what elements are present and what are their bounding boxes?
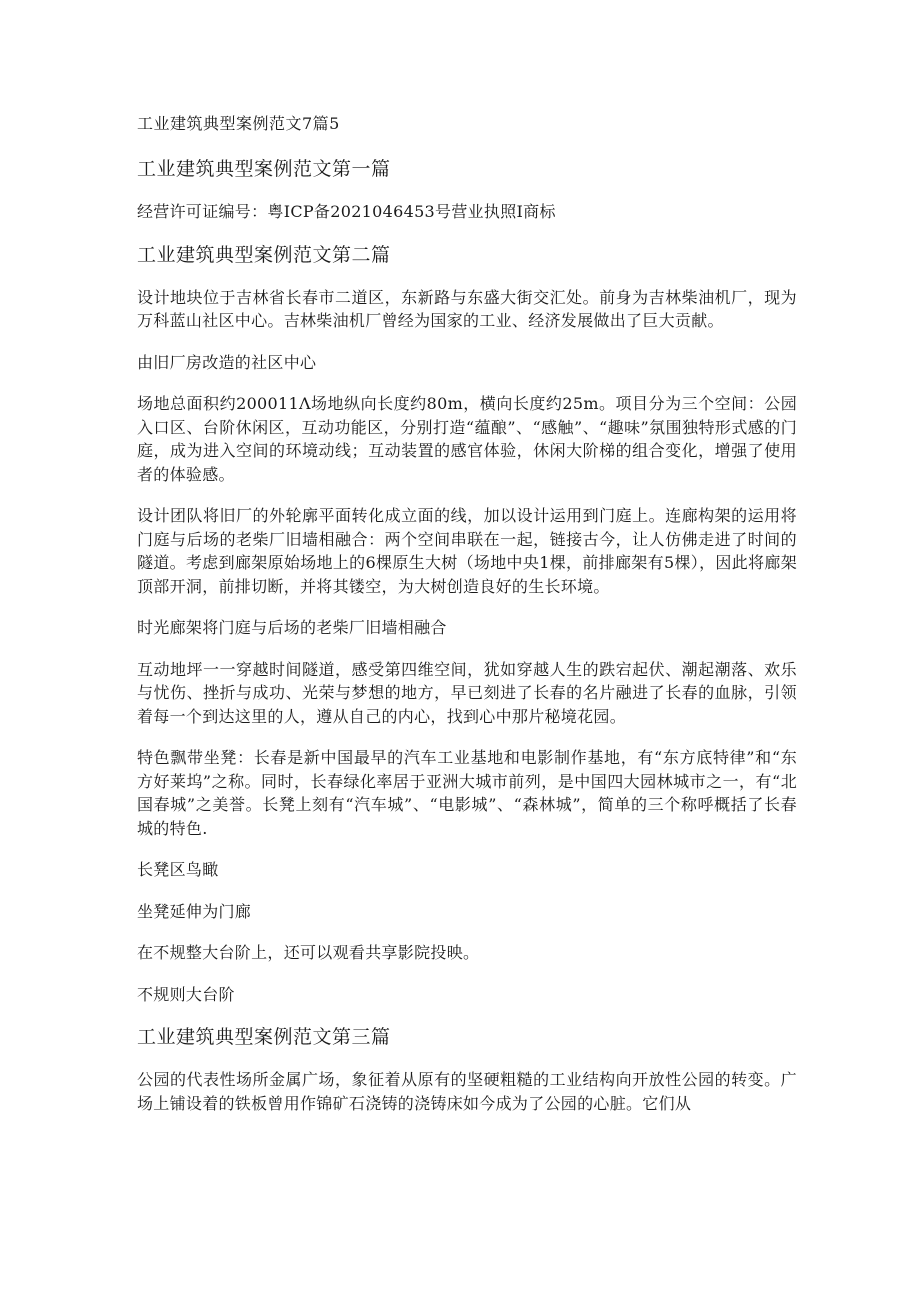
paragraph-steps-cinema: 在不规整大台阶上，还可以观看共享影院投映。: [137, 943, 480, 962]
paragraph-location: 设计地块位于吉林省长春市二道区，东新路与东盛大街交汇处。前身为吉林柴油机厂，现为万科蓝山社区中心。吉林柴油机厂曾经为国家的工业、经济发展做出了巨大贡献。: [137, 287, 797, 330]
paragraph-interactive-floor: 互动地坪一一穿越时间隧道，感受第四维空间，犹如穿越人生的跌宕起伏、潮起潮落、欢乐与忧伤、挫折与成功、光荣与梦想的地方，早已刻进了长春的名片融进了长春的血脉，引领着每一个到达这里的人，遵从自己的内心，找到心中那片秘境花园。: [137, 659, 797, 726]
caption-time-corridor: 时光廊架将门庭与后场的老柴厂旧墙相融合: [137, 618, 447, 637]
license-paragraph: 经营许可证编号：粤ICP备2021046453号营业执照I商标: [137, 202, 556, 221]
document-page: [137, 112, 797, 1133]
paragraph-ribbon-bench: 特色飘带坐凳：长春是新中国最早的汽车工业基地和电影制作基地，有“东方底特律”和“东方好莱坞”之称。同时，长春绿化率居于亚洲大城市前列，是中国四大园林城市之一，有“北国春城”之美誉。长凳上刻有“汽车城”、“电影城”、“森林城”，简单的三个称呼概括了长春城的特色.: [137, 748, 797, 838]
caption-bench-aerial: 长凳区鸟瞰: [137, 860, 219, 879]
paragraph-design-team: 设计团队将旧厂的外轮廓平面转化成立面的线，加以设计运用到门庭上。连廊构架的运用将门庭与后场的老柴厂旧墙相融合：两个空间串联在一起，链接古今，让人仿佛走进了时间的隧道。考虑到廊架原始场地上的6棵原生大树（场地中央1棵，前排廊架有5棵），因此将廊架顶部开洞，前排切断，并将其镂空，为大树创造良好的生长环境。: [137, 506, 797, 596]
paragraph-site-area: 场地总面积约200011Λ场地纵向长度约80m，横向长度约25m。项目分为三个空间：公园入口区、台阶休闲区，互动功能区，分别打造“蕴酿”、“感触”、“趣味”氛围独特形式感的门庭，成为进入空间的环境动线；互动装置的感官体验，休闲大阶梯的组合变化，增强了使用者的体验感。: [137, 394, 797, 484]
caption-irregular-steps: 不规则大台阶: [137, 984, 235, 1004]
section-heading-2: 工业建筑典型案例范文第二篇: [137, 243, 391, 266]
caption-community-center: 由旧厂房改造的社区中心: [137, 352, 317, 372]
section-heading-3: 工业建筑典型案例范文第三篇: [137, 1026, 391, 1048]
section-heading-1: 工业建筑典型案例范文第一篇: [137, 158, 391, 180]
paragraph-metal-plaza: 公园的代表性场所金属广场，象征着从原有的坚硬粗糙的工业结构向开放性公园的转变。广场上铺设着的铁板曾用作锦矿石浇铸的浇铸床如今成为了公园的心脏。它们从: [137, 1070, 797, 1113]
document-title: 工业建筑典型案例范文7篇5: [137, 114, 340, 133]
caption-bench-corridor: 坐凳延伸为门廊: [137, 901, 252, 921]
